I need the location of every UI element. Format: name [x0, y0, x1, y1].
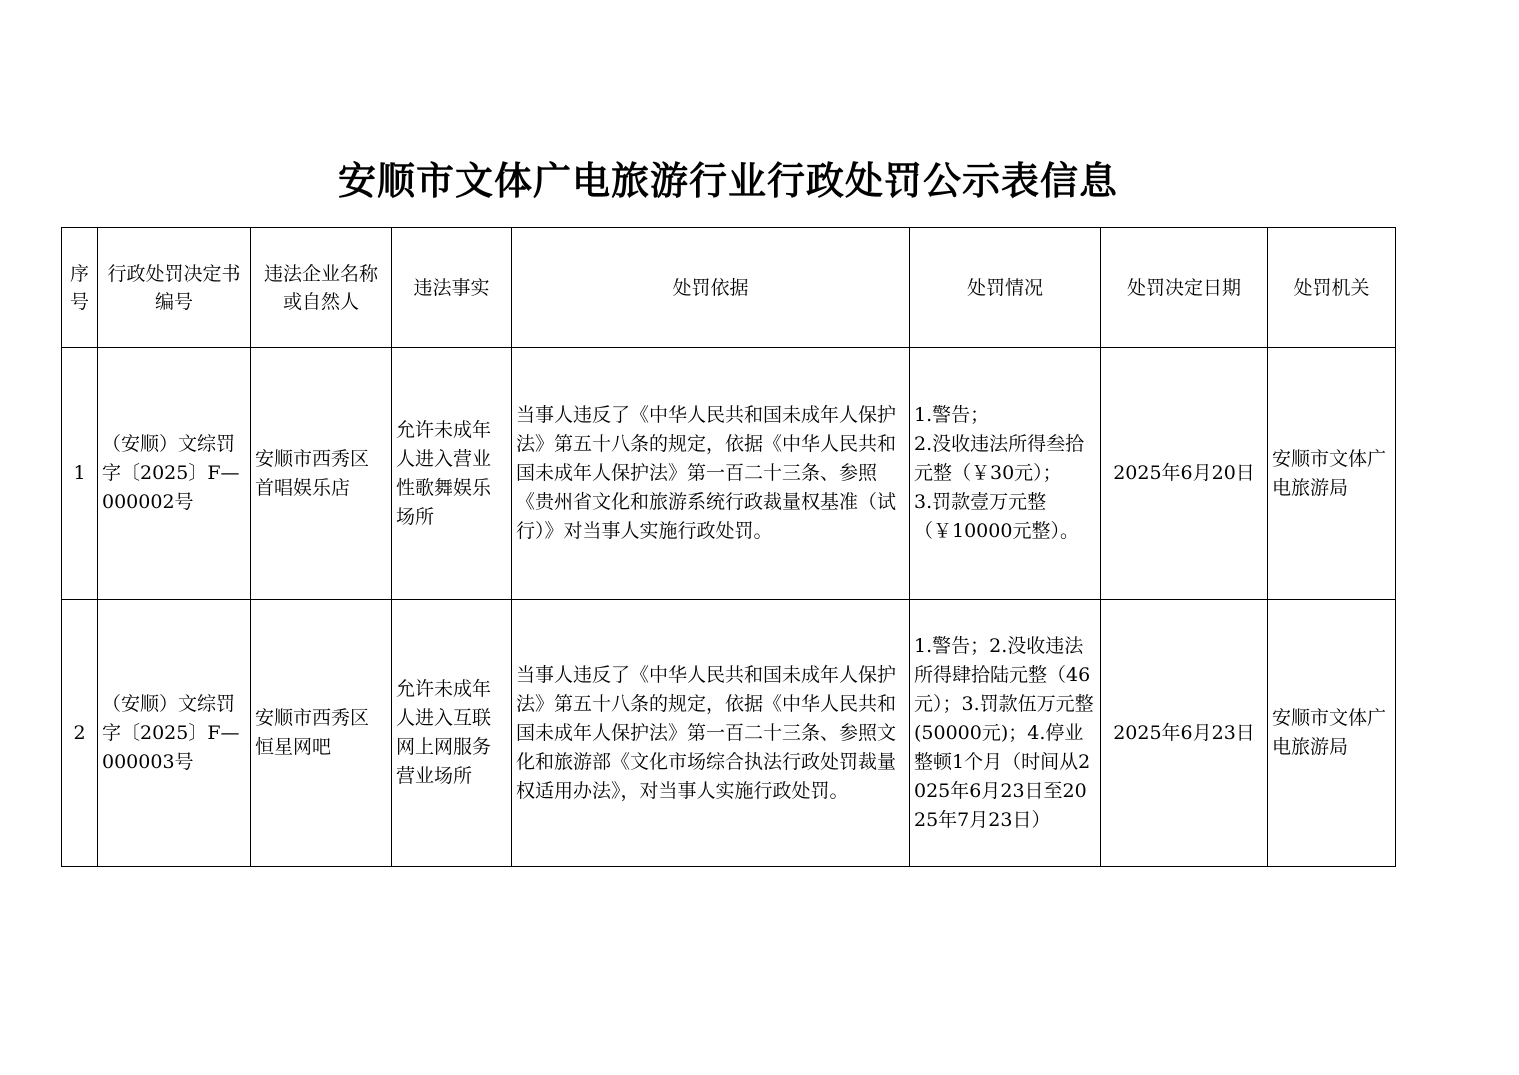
cell-date: 2025年6月23日 [1101, 600, 1268, 867]
cell-facts: 允许未成年人进入互联网上网服务营业场所 [392, 600, 512, 867]
header-party: 违法企业名称或自然人 [251, 228, 392, 348]
result-line: 1.警告；2.没收违法所得肆拾陆元整（46元）；3.罚款伍万元整(50000元)；4.停业整顿1个月（时间从2025年6月23日至2025年7月23日） [914, 634, 1094, 831]
cell-doc-no: （安顺）文综罚字〔2025〕F—000002号 [98, 348, 251, 600]
cell-seq: 2 [62, 600, 98, 867]
cell-result [910, 600, 1101, 867]
result-line: 3.罚款壹万元整（￥10000元整）。 [914, 491, 1079, 542]
cell-result [910, 348, 1101, 600]
header-authority: 处罚机关 [1268, 228, 1396, 348]
result-line: 1.警告； [914, 404, 990, 426]
cell-party: 安顺市西秀区恒星网吧 [251, 600, 392, 867]
cell-seq: 1 [62, 348, 98, 600]
cell-basis: 当事人违反了《中华人民共和国未成年人保护法》第五十八条的规定，依据《中华人民共和国未成年人保护法》第一百二十三条、参照文化和旅游部《文化市场综合执法行政处罚裁量权适用办法》，对当事人实施行政处罚。 [512, 600, 910, 867]
header-facts: 违法事实 [392, 228, 512, 348]
cell-date: 2025年6月20日 [1101, 348, 1268, 600]
header-seq: 序号 [62, 228, 98, 348]
header-doc-no: 行政处罚决定书编号 [98, 228, 251, 348]
cell-authority: 安顺市文体广电旅游局 [1268, 600, 1396, 867]
cell-party: 安顺市西秀区首唱娱乐店 [251, 348, 392, 600]
cell-basis: 当事人违反了《中华人民共和国未成年人保护法》第五十八条的规定，依据《中华人民共和国未成年人保护法》第一百二十三条、参照《贵州省文化和旅游系统行政裁量权基准（试行）》对当事人实施行政处罚。 [512, 348, 910, 600]
table-row [62, 348, 1396, 600]
result-line: 2.没收违法所得叁拾元整（￥30元）； [914, 433, 1085, 484]
cell-doc-no: （安顺）文综罚字〔2025〕F—000003号 [98, 600, 251, 867]
cell-authority: 安顺市文体广电旅游局 [1268, 348, 1396, 600]
header-result: 处罚情况 [910, 228, 1101, 348]
header-date: 处罚决定日期 [1101, 228, 1268, 348]
cell-facts: 允许未成年人进入营业性歌舞娱乐场所 [392, 348, 512, 600]
table-row [62, 600, 1396, 867]
header-basis: 处罚依据 [512, 228, 910, 348]
penalty-table [61, 227, 1396, 867]
page-title: 安顺市文体广电旅游行业行政处罚公示表信息 [337, 158, 1118, 203]
table-header-row [62, 228, 1396, 348]
